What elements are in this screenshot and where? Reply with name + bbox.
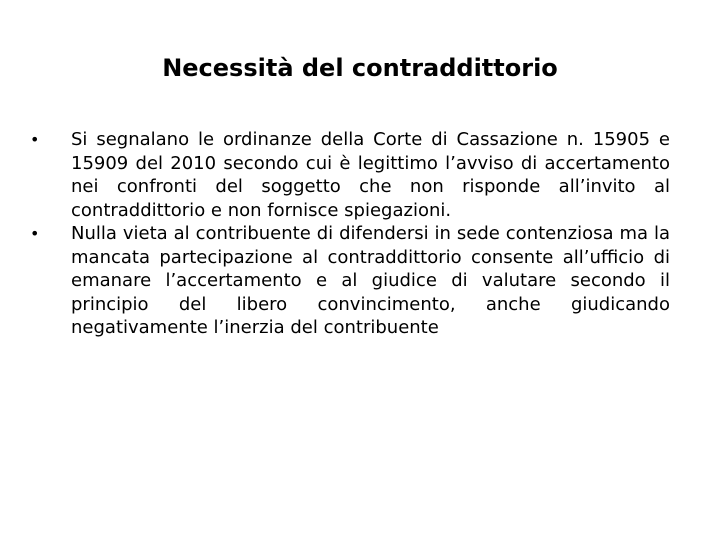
bullet-marker-icon: • — [30, 224, 40, 243]
bullet-item — [30, 128, 670, 222]
bullet-list — [0, 128, 720, 340]
bullet-text: Si segnalano le ordinanze della Corte di Cassazione n. 15905 e 15909 del 2010 secondo cui è legittimo l’avviso di accertamento nei confronti del soggetto che non risponde all’invito al contraddittorio e non fornisce spiegazioni. — [71, 129, 670, 221]
bullet-marker-icon: • — [30, 130, 40, 149]
bullet-text: Nulla vieta al contribuente di difendersi in sede contenziosa ma la mancata partecipazione al contraddittorio consente all’ufficio di emanare l’accertamento e al giudice di valutare secondo il principio del libero convincimento, anche giudicando negativamente l’inerzia del contribuente — [71, 223, 670, 338]
bullet-item — [30, 222, 670, 340]
slide-title: Necessità del contraddittorio — [162, 54, 558, 82]
